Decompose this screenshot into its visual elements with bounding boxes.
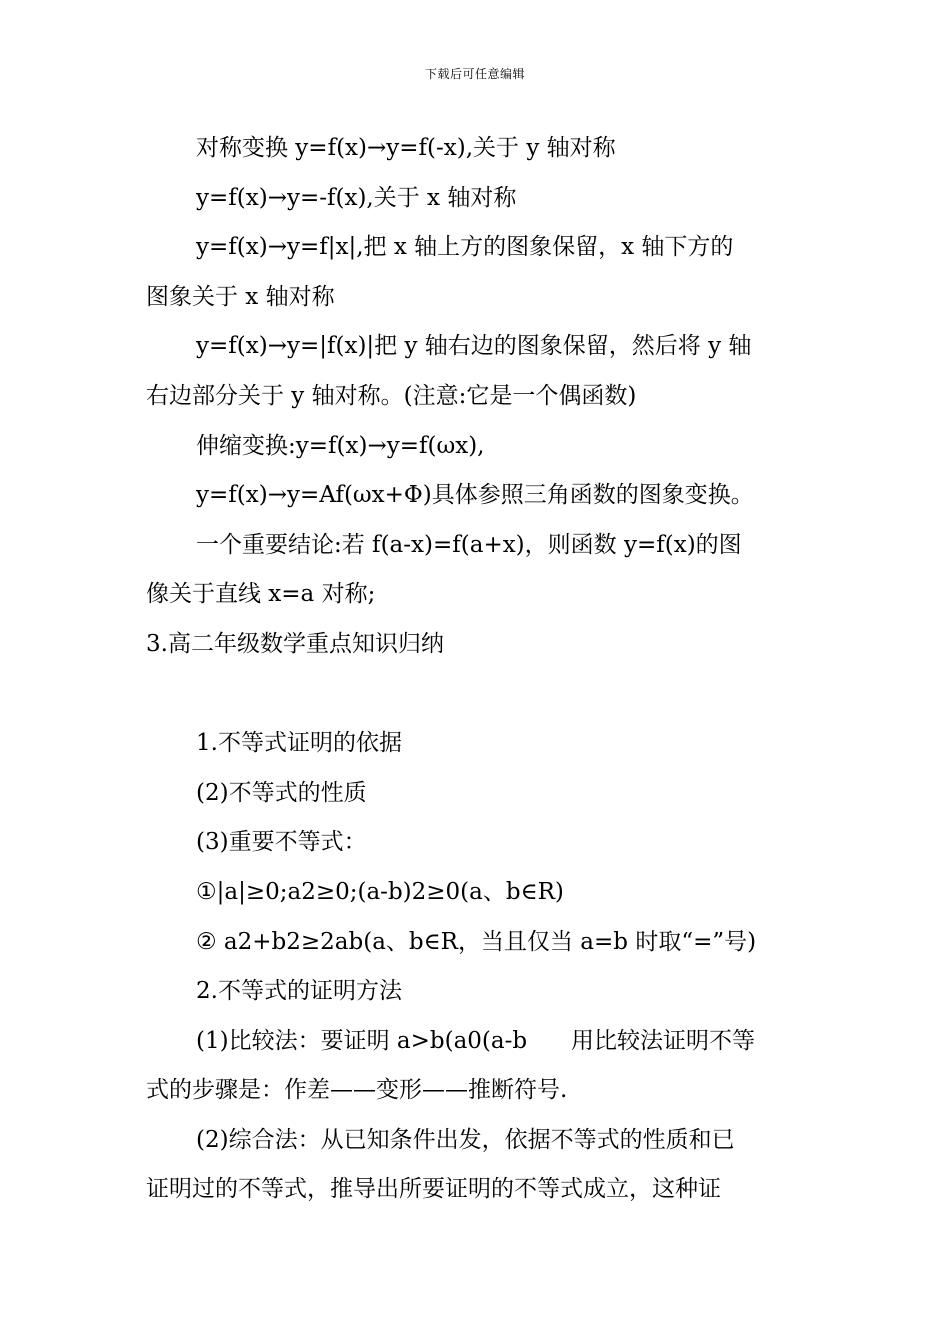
text-line: 式的步骤是：作差——变形——推断符号. [146, 1077, 568, 1104]
text-line: 2.不等式的证明方法 [196, 978, 402, 1005]
text-line: ①|a|≥0;a2≥0;(a-b)2≥0(a、b∈R) [196, 878, 564, 905]
text-line: 伸缩变换:y=f(x)→y=f(ωx), [196, 432, 485, 459]
text-line: y=f(x)→y=Af(ωx+Φ)具体参照三角函数的图象变换。 [196, 482, 754, 509]
text-line: 右边部分关于 y 轴对称。(注意:它是一个偶函数) [146, 382, 637, 409]
text-line: 图象关于 x 轴对称 [146, 283, 335, 310]
section-heading: 3.高二年级数学重点知识归纳 [146, 630, 444, 657]
text-line: 1.不等式证明的依据 [196, 730, 402, 757]
text-line: (2)综合法：从已知条件出发，依据不等式的性质和已 [196, 1126, 735, 1153]
text-line: 像关于直线 x=a 对称; [146, 581, 376, 608]
text-line: y=f(x)→y=f|x|,把 x 轴上方的图象保留，x 轴下方的 [196, 234, 734, 261]
text-line: y=f(x)→y=-f(x),关于 x 轴对称 [196, 184, 517, 211]
text-line: 证明过的不等式，推导出所要证明的不等式成立，这种证 [146, 1176, 721, 1203]
text-line: y=f(x)→y=|f(x)|把 y 轴右边的图象保留，然后将 y 轴 [196, 333, 752, 360]
text-line: 对称变换 y=f(x)→y=f(-x),关于 y 轴对称 [196, 135, 616, 161]
document-body [146, 124, 810, 1215]
text-line: (2)不等式的性质 [196, 779, 367, 806]
text-line: (3)重要不等式： [196, 829, 367, 856]
page-header: 下载后可任意编辑 [424, 67, 525, 81]
blank-line [146, 670, 810, 720]
text-line: (1)比较法：要证明 a>b(a0(a-b 用比较法证明不等 [196, 1027, 755, 1054]
text-line: ② a2+b2≥2ab(a、b∈R，当且仅当 a=b 时取“=”号) [196, 928, 757, 955]
text-line: 一个重要结论:若 f(a-x)=f(a+x)，则函数 y=f(x)的图 [196, 531, 742, 558]
